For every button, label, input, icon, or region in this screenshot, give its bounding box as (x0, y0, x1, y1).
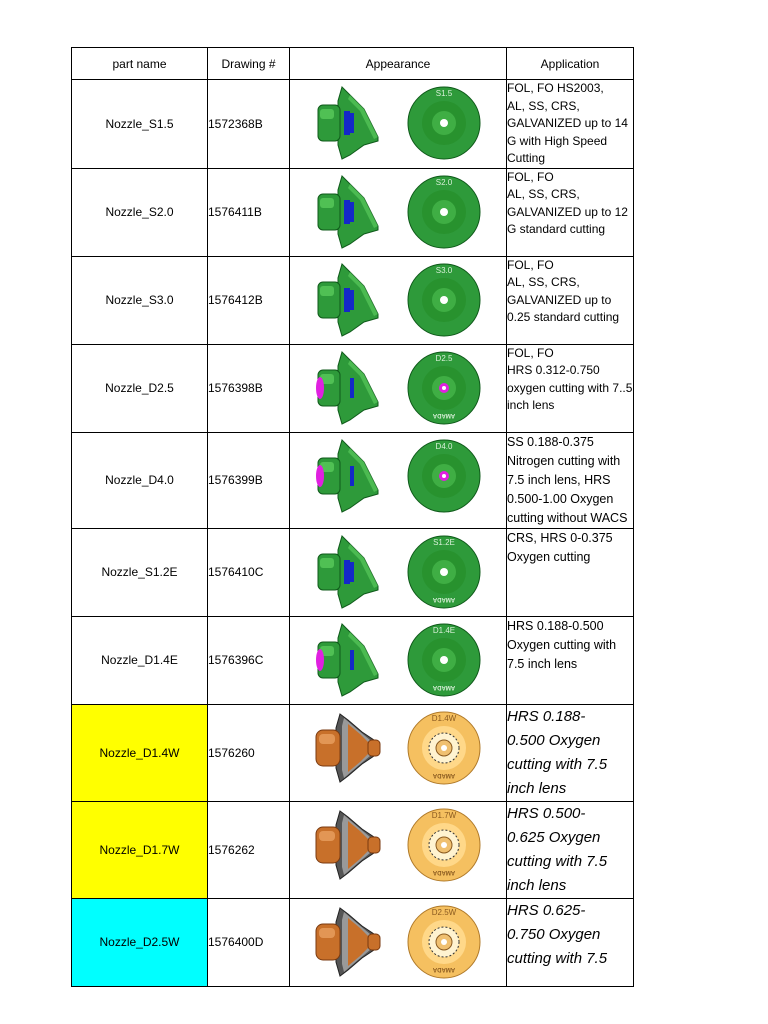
drawing-number: 1576411B (208, 205, 262, 219)
face-label: D2.5W (431, 907, 457, 917)
application-text: CRS, HRS 0-0.375 Oxygen cutting (507, 530, 613, 564)
header-row (72, 48, 634, 80)
nozzle-side-view (314, 622, 389, 698)
brand-mark: AMADA (432, 595, 456, 602)
appearance-cell (290, 801, 507, 898)
application-text: HRS 0.188- 0.500 Oxygen cutting with 7.5 inch lens (507, 707, 608, 797)
nozzle-side-view (314, 904, 389, 980)
drawing-cell (208, 344, 290, 432)
drawing-cell (208, 256, 290, 344)
application-cell (507, 344, 634, 432)
brand-mark: AMADA (432, 683, 456, 690)
nozzle-side-view (314, 174, 389, 250)
nozzle-front-view (407, 534, 483, 610)
nozzle-side-view (314, 350, 389, 426)
drawing-number: 1576398B (208, 381, 263, 395)
application-cell (507, 432, 634, 528)
drawing-cell (208, 898, 290, 986)
application-text: FOL, FO HRS 0.312-0.750 oxygen cutting with 7..5 inch lens (507, 345, 633, 412)
application-cell (507, 801, 634, 898)
drawing-cell (208, 801, 290, 898)
nozzle-side-view (314, 262, 389, 338)
nozzle-front-view (407, 174, 483, 250)
face-label: D1.7W (431, 810, 457, 820)
part-name: Nozzle_D4.0 (105, 473, 174, 487)
face-label: D1.4W (431, 713, 457, 723)
drawing-cell (208, 432, 290, 528)
face-label: S3.0 (435, 265, 453, 275)
table-row (72, 616, 634, 704)
application-text: FOL, FO AL, SS, CRS, GALVANIZED up to 0.25 standard cutting (507, 257, 620, 324)
application-cell (507, 616, 634, 704)
header-part-name: part name (72, 48, 208, 80)
drawing-number: 1576410C (208, 565, 264, 579)
drawing-number: 1576399B (208, 473, 263, 487)
nozzle-side-view (314, 534, 389, 610)
part-name: Nozzle_D2.5W (99, 935, 180, 949)
face-label: D4.0 (435, 441, 453, 451)
application-cell (507, 168, 634, 256)
brand-mark: AMADA (432, 965, 456, 972)
part-name-cell (72, 898, 208, 986)
face-label: D2.5 (435, 353, 453, 363)
table-row (72, 80, 634, 169)
part-name-cell (72, 616, 208, 704)
part-name-cell (72, 432, 208, 528)
table-row (72, 801, 634, 898)
table-row (72, 344, 634, 432)
brand-mark: AMADA (432, 868, 456, 875)
part-name-cell (72, 80, 208, 169)
part-name: Nozzle_S1.2E (101, 565, 178, 579)
table-row (72, 898, 634, 986)
appearance-cell (290, 616, 507, 704)
part-name: Nozzle_D1.4E (101, 653, 178, 667)
part-name-cell (72, 704, 208, 801)
application-cell (507, 898, 634, 986)
part-name: Nozzle_D1.7W (99, 842, 180, 857)
appearance-cell (290, 344, 507, 432)
nozzle-front-view (407, 438, 483, 514)
face-label: S1.2E (433, 537, 455, 547)
nozzle-front-view (407, 904, 483, 980)
application-text: HRS 0.188-0.500 Oxygen cutting with 7.5 inch lens (507, 618, 617, 671)
face-label: D1.4E (432, 625, 456, 635)
drawing-number: 1576260 (208, 745, 255, 760)
appearance-cell (290, 256, 507, 344)
part-name-cell (72, 801, 208, 898)
header-drawing: Drawing # (208, 48, 290, 80)
brand-mark: AMADA (432, 411, 456, 418)
nozzle-front-view (407, 807, 483, 883)
table-row (72, 256, 634, 344)
drawing-cell (208, 704, 290, 801)
drawing-number: 1576412B (208, 293, 263, 307)
appearance-cell (290, 704, 507, 801)
header-application: Application (507, 48, 634, 80)
application-cell (507, 256, 634, 344)
part-name: Nozzle_S2.0 (105, 205, 174, 219)
part-name: Nozzle_S1.5 (105, 116, 174, 131)
face-label: S1.5 (435, 89, 453, 98)
table-row (72, 704, 634, 801)
nozzle-side-view (314, 807, 389, 883)
nozzle-front-view (407, 85, 483, 161)
part-name: Nozzle_D1.4W (99, 745, 180, 760)
nozzle-front-view (407, 710, 483, 786)
drawing-number: 1576262 (208, 842, 255, 857)
table-row (72, 168, 634, 256)
brand-mark: AMADA (432, 771, 456, 778)
drawing-cell (208, 616, 290, 704)
face-label: S2.0 (435, 177, 453, 187)
appearance-cell (290, 168, 507, 256)
header-appearance: Appearance (290, 48, 507, 80)
application-text: FOL, FO AL, SS, CRS, GALVANIZED up to 12 G standard cutting (507, 169, 628, 236)
nozzle-side-view (314, 438, 389, 514)
application-text: HRS 0.500- 0.625 Oxygen cutting with 7.5 inch lens (507, 804, 608, 894)
table-row (72, 528, 634, 616)
part-name-cell (72, 344, 208, 432)
drawing-number: 1576400D (208, 935, 264, 949)
part-name-cell (72, 168, 208, 256)
application-text: HRS 0.625- 0.750 Oxygen cutting with 7.5 (507, 901, 608, 967)
application-cell (507, 80, 634, 169)
drawing-cell (208, 528, 290, 616)
drawing-number: 1572368B (208, 116, 263, 131)
nozzle-side-view (314, 85, 389, 161)
parts-table (71, 47, 634, 987)
appearance-cell (290, 80, 507, 169)
application-text: SS 0.188-0.375 Nitrogen cutting with 7.5 inch lens, HRS 0.500-1.00 Oxygen cutting without WACS (507, 434, 628, 525)
table-row (72, 432, 634, 528)
part-name-cell (72, 256, 208, 344)
application-cell (507, 704, 634, 801)
nozzle-front-view (407, 262, 483, 338)
application-cell (507, 528, 634, 616)
drawing-cell (208, 80, 290, 169)
drawing-cell (208, 168, 290, 256)
nozzle-front-view (407, 350, 483, 426)
appearance-cell (290, 432, 507, 528)
part-name: Nozzle_D2.5 (105, 381, 174, 395)
application-text: FOL, FO HS2003, AL, SS, CRS, GALVANIZED up to 14 G with High Speed Cutting (507, 81, 628, 165)
drawing-number: 1576396C (208, 653, 264, 667)
part-name: Nozzle_S3.0 (105, 293, 174, 307)
nozzle-side-view (314, 710, 389, 786)
appearance-cell (290, 898, 507, 986)
nozzle-front-view (407, 622, 483, 698)
appearance-cell (290, 528, 507, 616)
part-name-cell (72, 528, 208, 616)
